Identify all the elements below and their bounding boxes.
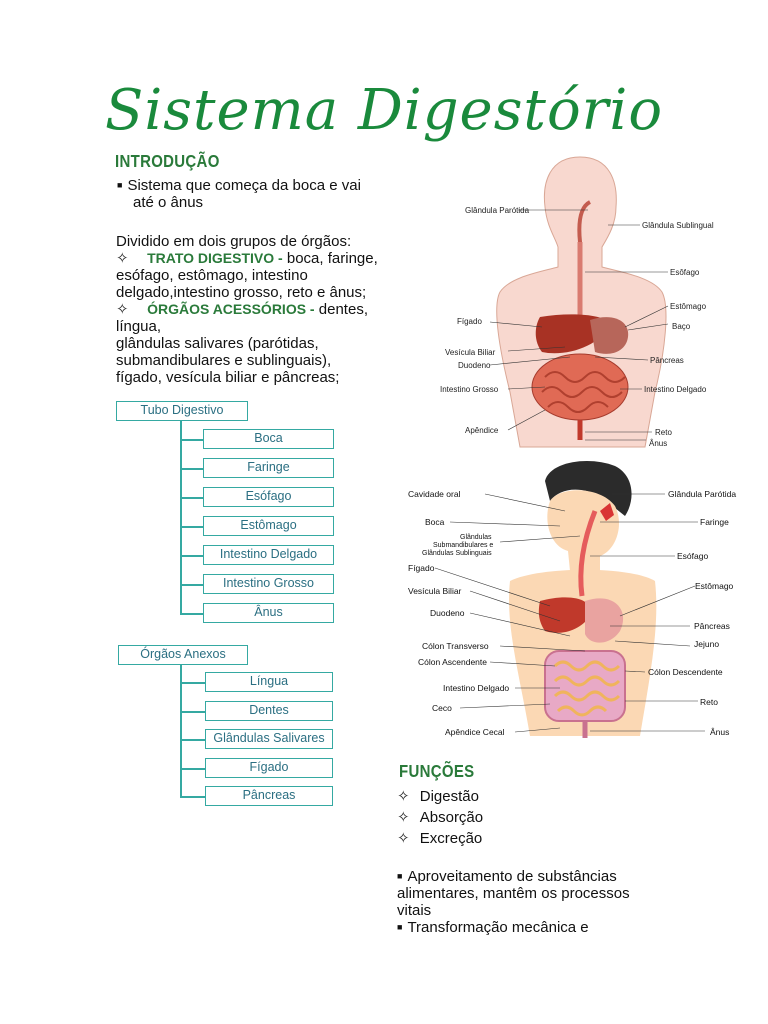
intro-groups	[116, 233, 396, 386]
funcoes-bullet1-line2: alimentares, mantêm os processos	[397, 885, 630, 902]
acessorios-label: ÓRGÃOS ACESSÓRIOS -	[147, 301, 315, 317]
label-anus: Ânus	[649, 439, 668, 448]
tubo-item-box: Estômago	[203, 516, 334, 536]
tubo-item-connector	[180, 468, 203, 470]
tubo-item-connector	[180, 555, 203, 557]
label-reto: Reto	[655, 428, 672, 437]
label-colon-transverso: Cólon Transverso	[422, 641, 489, 651]
funcao-item-label: Absorção	[419, 809, 484, 826]
label-estomago: Estômago	[695, 581, 734, 591]
label-vesicula-biliar: Vesícula Biliar	[445, 348, 496, 357]
label-boca: Boca	[425, 517, 445, 527]
label-vesicula-biliar: Vesícula Biliar	[408, 586, 462, 596]
label-intestino-delgado: Intestino Delgado	[644, 385, 707, 394]
tubo-item-connector	[180, 526, 203, 528]
label-pancreas: Pâncreas	[650, 356, 684, 365]
tubo-item-box: Intestino Delgado	[203, 545, 334, 565]
label-apendice-cecal: Apêndice Cecal	[445, 727, 505, 737]
label-colon-descendente: Cólon Descendente	[648, 667, 723, 677]
label-duodeno: Duodeno	[430, 608, 465, 618]
sparkle-icon: ✧	[116, 250, 129, 267]
tubo-item-box: Intestino Grosso	[203, 574, 334, 594]
intro-bullet-line2: até o ânus	[133, 194, 204, 211]
tubo-item-box: Faringe	[203, 458, 334, 478]
tubo-root-box: Tubo Digestivo	[116, 401, 248, 421]
funcao-item	[397, 828, 657, 849]
acessorios-line1: dentes, língua,	[116, 301, 368, 335]
label-apendice: Apêndice	[465, 426, 499, 435]
label-cavidade-oral: Cavidade oral	[408, 489, 461, 499]
anexos-item-box: Fígado	[205, 758, 333, 778]
label-glandulas-2: Submandibulares e	[433, 542, 494, 549]
funcao-item	[397, 786, 657, 807]
trato-line3: delgado,intestino grosso, reto e ânus;	[116, 284, 367, 301]
tubo-item-box: Boca	[203, 429, 334, 449]
intro-divided: Dividido em dois grupos de órgãos:	[116, 233, 352, 250]
anexos-item-box: Língua	[205, 672, 333, 692]
introducao-heading: INTRODUÇÃO	[115, 152, 220, 172]
funcao-item	[397, 807, 657, 828]
funcoes-bullet1-line3: vitais	[397, 902, 432, 919]
intro-bullet	[117, 177, 397, 211]
tubo-item-connector	[180, 497, 203, 499]
acessorios-line2: glândulas salivares (parótidas,	[116, 335, 319, 352]
label-duodeno: Duodeno	[458, 361, 491, 370]
label-baco: Baço	[672, 322, 691, 331]
anexos-item-box: Pâncreas	[205, 786, 333, 806]
tubo-item-connector	[180, 439, 203, 441]
bullet-square-icon: ■	[397, 871, 403, 881]
label-glandula-parotida: Glândula Parótida	[465, 206, 530, 215]
trato-label: TRATO DIGESTIVO -	[147, 250, 283, 266]
funcoes-bullet2: Transformação mecânica e	[407, 919, 589, 936]
label-ceco: Ceco	[432, 703, 452, 713]
bullet-square-icon: ■	[117, 180, 123, 190]
acessorios-line4: fígado, vesícula biliar e pâncreas;	[116, 369, 340, 386]
trato-line1: boca, faringe,	[286, 250, 378, 267]
label-intestino-delgado: Intestino Delgado	[443, 683, 510, 693]
label-glandulas-1: Glândulas	[460, 534, 492, 541]
funcoes-heading: FUNÇÕES	[399, 762, 475, 782]
funcao-item-label: Digestão	[419, 788, 479, 805]
label-estomago: Estômago	[670, 302, 707, 311]
tubo-item-connector	[180, 613, 203, 615]
label-pancreas: Pâncreas	[694, 621, 730, 631]
label-faringe: Faringe	[700, 517, 729, 527]
sparkle-icon: ✧	[116, 301, 129, 318]
anexos-item-connector	[180, 711, 205, 713]
acessorios-line3: submandibulares e sublinguais),	[116, 352, 332, 369]
anexos-connector-vertical	[180, 665, 182, 797]
anexos-item-connector	[180, 682, 205, 684]
tubo-item-box: Esófago	[203, 487, 334, 507]
intro-bullet-line1: Sistema que começa da boca e vai	[127, 177, 361, 194]
tubo-item-connector	[180, 584, 203, 586]
sparkle-icon: ✧	[397, 788, 410, 805]
label-figado: Fígado	[408, 563, 435, 573]
label-figado: Fígado	[457, 317, 482, 326]
label-glandulas-3: Glândulas Sublinguais	[422, 550, 492, 557]
label-intestino-grosso: Intestino Grosso	[440, 385, 499, 394]
label-jejuno: Jejuno	[694, 639, 720, 649]
label-anus: Ânus	[710, 727, 730, 737]
bullet-square-icon: ■	[397, 922, 403, 932]
label-glandula-parotida: Glândula Parótida	[668, 489, 737, 499]
intestines	[532, 354, 628, 420]
trato-line2: esófago, estômago, intestino	[116, 267, 308, 284]
label-reto: Reto	[700, 697, 718, 707]
label-esofago: Esófago	[677, 551, 709, 561]
anexos-item-box: Glândulas Salivares	[205, 729, 333, 749]
page-title: Sistema Digestório	[104, 78, 664, 143]
anexos-root-box: Órgãos Anexos	[118, 645, 248, 665]
anexos-item-connector	[180, 768, 205, 770]
digestive-diagram-1	[430, 152, 730, 452]
tubo-item-box: Ânus	[203, 603, 334, 623]
anexos-item-connector	[180, 739, 205, 741]
funcoes-list	[397, 786, 657, 849]
label-glandula-sublingual: Glândula Sublingual	[642, 221, 714, 230]
label-esofago: Esôfago	[670, 268, 700, 277]
digestive-diagram-2	[400, 456, 750, 746]
funcao-item-label: Excreção	[419, 830, 483, 847]
funcoes-bullet1-line1: Aproveitamento de substâncias	[407, 868, 617, 885]
label-colon-ascendente: Cólon Ascendente	[418, 657, 487, 667]
anexos-item-box: Dentes	[205, 701, 333, 721]
sparkle-icon: ✧	[397, 809, 410, 826]
sparkle-icon: ✧	[397, 830, 410, 847]
anexos-item-connector	[180, 796, 205, 798]
funcoes-bullets	[397, 868, 677, 936]
